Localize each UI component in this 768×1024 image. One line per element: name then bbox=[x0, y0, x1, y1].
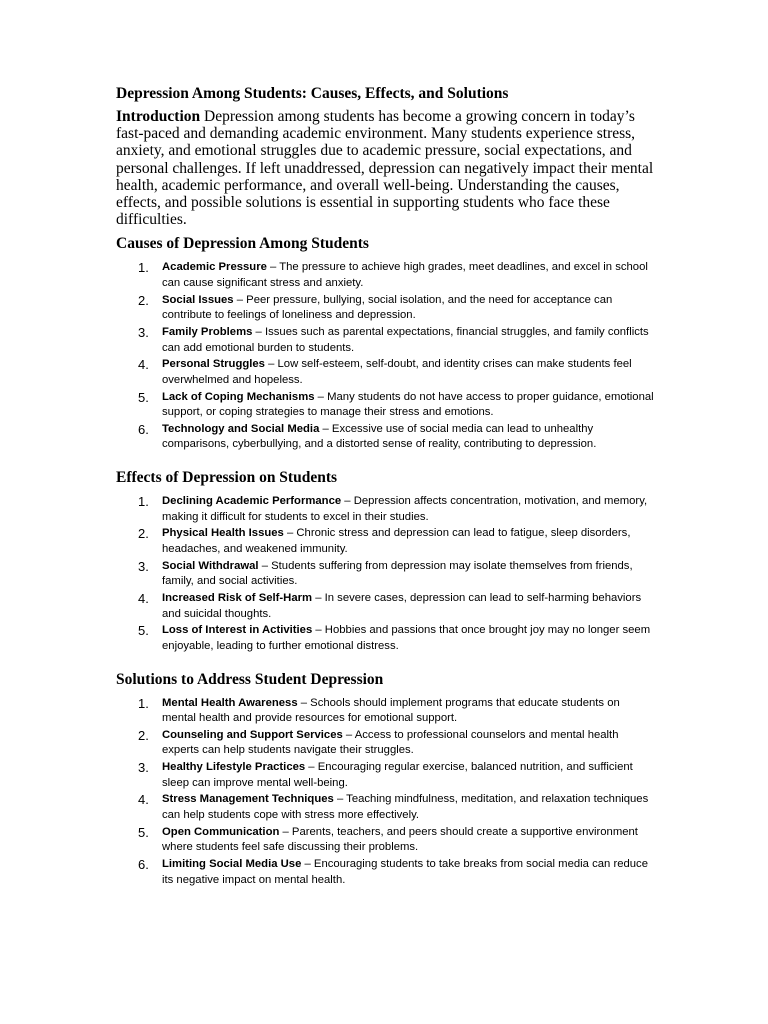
list-term: Family Problems bbox=[162, 325, 253, 338]
list-text: – Encouraging students to take breaks from social media can reduce its negative impact on mental health. bbox=[162, 857, 648, 886]
list-text: – Peer pressure, bullying, social isolation, and the need for acceptance can contribute to feelings of loneliness and depression. bbox=[162, 293, 613, 322]
list-number: 6. bbox=[138, 856, 149, 872]
list-item bbox=[116, 390, 656, 421]
list-item bbox=[116, 857, 656, 888]
intro-text: Depression among students has become a growing concern in today’s fast-paced and demanding academic environment. Many students experience stress, anxiety, and emotional struggles due to academic pressure, social expectations, and personal challenges. If left unaddressed, depression can negatively impact their mental health, academic performance, and overall well-being. Understanding the causes, effects, and possible solutions is essential in supporting students who face these difficulties. bbox=[116, 108, 654, 229]
list-item bbox=[116, 422, 656, 453]
list-number: 5. bbox=[138, 824, 149, 840]
list-number: 6. bbox=[138, 421, 149, 437]
effects-list bbox=[116, 494, 656, 654]
list-number: 3. bbox=[138, 324, 149, 340]
list-number: 4. bbox=[138, 590, 149, 606]
list-item bbox=[116, 260, 656, 291]
list-text: – Access to professional counselors and mental health experts can help students navigate their struggles. bbox=[162, 728, 619, 757]
list-term: Declining Academic Performance bbox=[162, 495, 342, 508]
list-number: 5. bbox=[138, 623, 149, 639]
list-term: Loss of Interest in Activities bbox=[162, 624, 313, 637]
list-number: 3. bbox=[138, 558, 149, 574]
list-number: 4. bbox=[138, 357, 149, 373]
list-term: Lack of Coping Mechanisms bbox=[162, 390, 315, 403]
spacer bbox=[116, 454, 656, 468]
list-item bbox=[116, 623, 656, 654]
list-number: 2. bbox=[138, 727, 149, 743]
list-item bbox=[116, 357, 656, 388]
list-term: Technology and Social Media bbox=[162, 422, 320, 435]
intro-paragraph bbox=[116, 108, 656, 228]
list-text: – Depression affects concentration, motivation, and memory, making it difficult for students to excel in their studies. bbox=[162, 495, 648, 523]
list-item bbox=[116, 728, 656, 759]
intro-lead: Introduction bbox=[116, 108, 201, 125]
causes-heading: Causes of Depression Among Students bbox=[116, 235, 369, 253]
list-text: – Excessive use of social media can lead to unhealthy comparisons, cyberbullying, and a distorted sense of reality, contributing to depression. bbox=[162, 422, 597, 451]
document-page bbox=[116, 84, 656, 889]
list-number: 2. bbox=[138, 292, 149, 308]
effects-heading: Effects of Depression on Students bbox=[116, 469, 338, 487]
document-title: Depression Among Students: Causes, Effects, and Solutions bbox=[116, 85, 509, 102]
list-text: – Issues such as parental expectations, financial struggles, and family conflicts can add emotional burden to students. bbox=[162, 325, 649, 354]
list-term: Stress Management Techniques bbox=[162, 793, 334, 806]
list-text: – Chronic stress and depression can lead to fatigue, sleep disorders, headaches, and weakened immunity. bbox=[162, 527, 631, 555]
list-text: – Hobbies and passions that once brought joy may no longer seem enjoyable, leading to further emotional distress. bbox=[162, 624, 651, 652]
list-number: 2. bbox=[138, 526, 149, 542]
list-text: – In severe cases, depression can lead to self-harming behaviors and suicidal thoughts. bbox=[162, 591, 642, 620]
list-text: – Schools should implement programs that educate students on mental health and provide resources for emotional support. bbox=[162, 696, 620, 725]
list-item bbox=[116, 591, 656, 622]
list-item bbox=[116, 825, 656, 856]
list-item bbox=[116, 696, 656, 727]
list-text: – The pressure to achieve high grades, meet deadlines, and excel in school can cause significant stress and anxiety. bbox=[162, 261, 648, 290]
causes-list bbox=[116, 260, 656, 453]
list-item bbox=[116, 526, 656, 557]
spacer bbox=[116, 656, 656, 670]
list-term: Mental Health Awareness bbox=[162, 696, 298, 709]
list-term: Personal Struggles bbox=[162, 358, 265, 371]
list-term: Healthy Lifestyle Practices bbox=[162, 761, 306, 774]
list-term: Academic Pressure bbox=[162, 261, 267, 274]
list-text: – Many students do not have access to proper guidance, emotional support, or coping strategies to manage their stress and emotions. bbox=[162, 390, 654, 419]
list-text: – Low self-esteem, self-doubt, and identity crises can make students feel overwhelmed and hopeless. bbox=[162, 358, 632, 386]
list-number: 4. bbox=[138, 792, 149, 808]
solutions-list bbox=[116, 696, 656, 889]
list-term: Counseling and Support Services bbox=[162, 728, 343, 741]
list-term: Social Issues bbox=[162, 293, 234, 306]
list-number: 1. bbox=[138, 695, 149, 711]
list-item bbox=[116, 792, 656, 823]
list-item bbox=[116, 760, 656, 791]
list-text: – Teaching mindfulness, meditation, and relaxation techniques can help students cope with stress more effectively. bbox=[162, 793, 649, 821]
list-item bbox=[116, 559, 656, 590]
list-number: 5. bbox=[138, 389, 149, 405]
list-item bbox=[116, 293, 656, 324]
list-number: 3. bbox=[138, 760, 149, 776]
list-text: – Parents, teachers, and peers should create a supportive environment where students feel safe discussing their problems. bbox=[162, 825, 638, 854]
list-number: 1. bbox=[138, 494, 149, 510]
list-term: Physical Health Issues bbox=[162, 527, 284, 540]
list-term: Increased Risk of Self-Harm bbox=[162, 591, 313, 604]
list-item bbox=[116, 494, 656, 525]
list-term: Open Communication bbox=[162, 825, 280, 838]
list-text: – Students suffering from depression may isolate themselves from friends, family, and social activities. bbox=[162, 559, 633, 588]
list-term: Social Withdrawal bbox=[162, 559, 259, 572]
list-number: 1. bbox=[138, 260, 149, 276]
list-term: Limiting Social Media Use bbox=[162, 857, 302, 870]
list-item bbox=[116, 325, 656, 356]
list-text: – Encouraging regular exercise, balanced nutrition, and sufficient sleep can improve mental well-being. bbox=[162, 761, 633, 789]
solutions-heading: Solutions to Address Student Depression bbox=[116, 670, 384, 688]
